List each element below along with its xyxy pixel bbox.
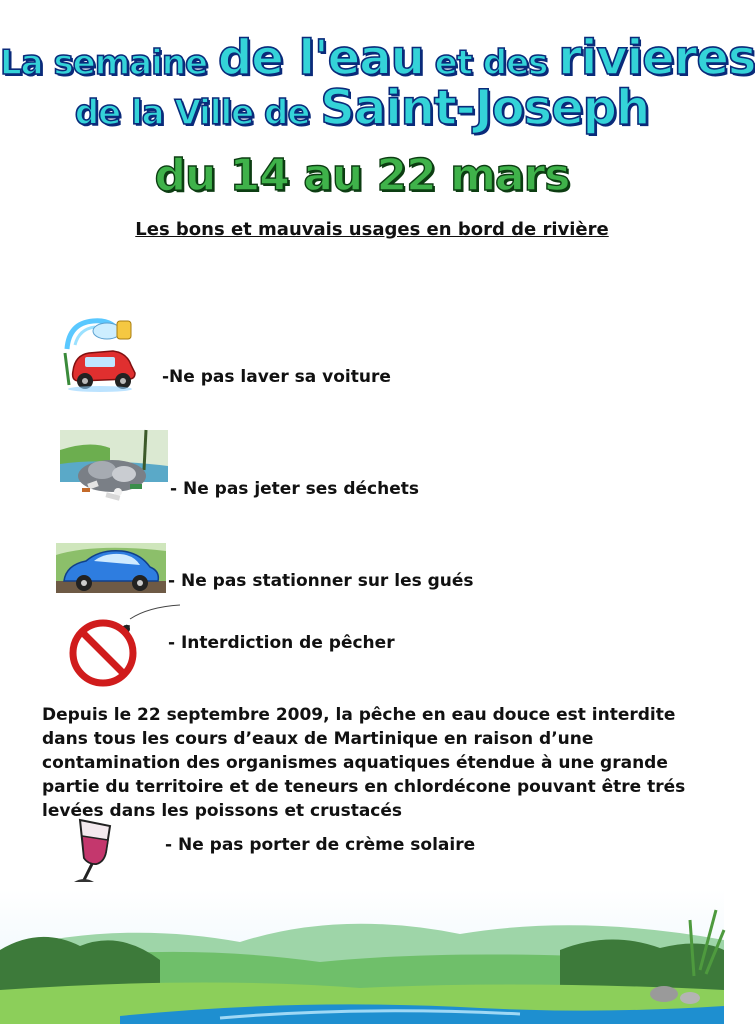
fishing-ban-paragraph: Depuis le 22 septembre 2009, la pêche en eau douce est interdite dans tous les cours d’eaux de Martinique en raison d’une contamination des organismes aquatiques étendue à une grande partie du territoire et de teneurs en chlordécone pouvant être trés levées dans les poissons et crustacés <box>42 705 686 821</box>
rule-sunscreen: - Ne pas porter de crème solaire <box>165 835 476 855</box>
title-part: Saint-Joseph <box>320 80 650 136</box>
rule-parking: - Ne pas stationner sur les gués <box>168 571 474 591</box>
title-part: rivieres <box>558 30 755 86</box>
title-part: de la Ville de <box>74 93 321 133</box>
parked-car-icon <box>56 543 166 593</box>
trash-icon <box>60 430 168 506</box>
rule-fishing: - Interdiction de pêcher <box>168 633 395 653</box>
title-line-2 <box>0 80 724 136</box>
event-dates: du 14 au 22 mars <box>154 150 570 201</box>
river-landscape-illustration <box>0 890 724 1024</box>
car-wash-icon <box>55 315 145 393</box>
page-subtitle: Les bons et mauvais usages en bord de rivière <box>135 219 609 240</box>
title-part: La semaine <box>0 43 218 83</box>
title-part: et des <box>423 43 559 83</box>
rule-waste: - Ne pas jeter ses déchets <box>170 479 419 499</box>
title-part: de l'eau <box>217 30 424 86</box>
title-line-1 <box>0 30 755 86</box>
sunscreen-icon <box>66 818 118 888</box>
rule-car-wash: -Ne pas laver sa voiture <box>162 367 391 387</box>
